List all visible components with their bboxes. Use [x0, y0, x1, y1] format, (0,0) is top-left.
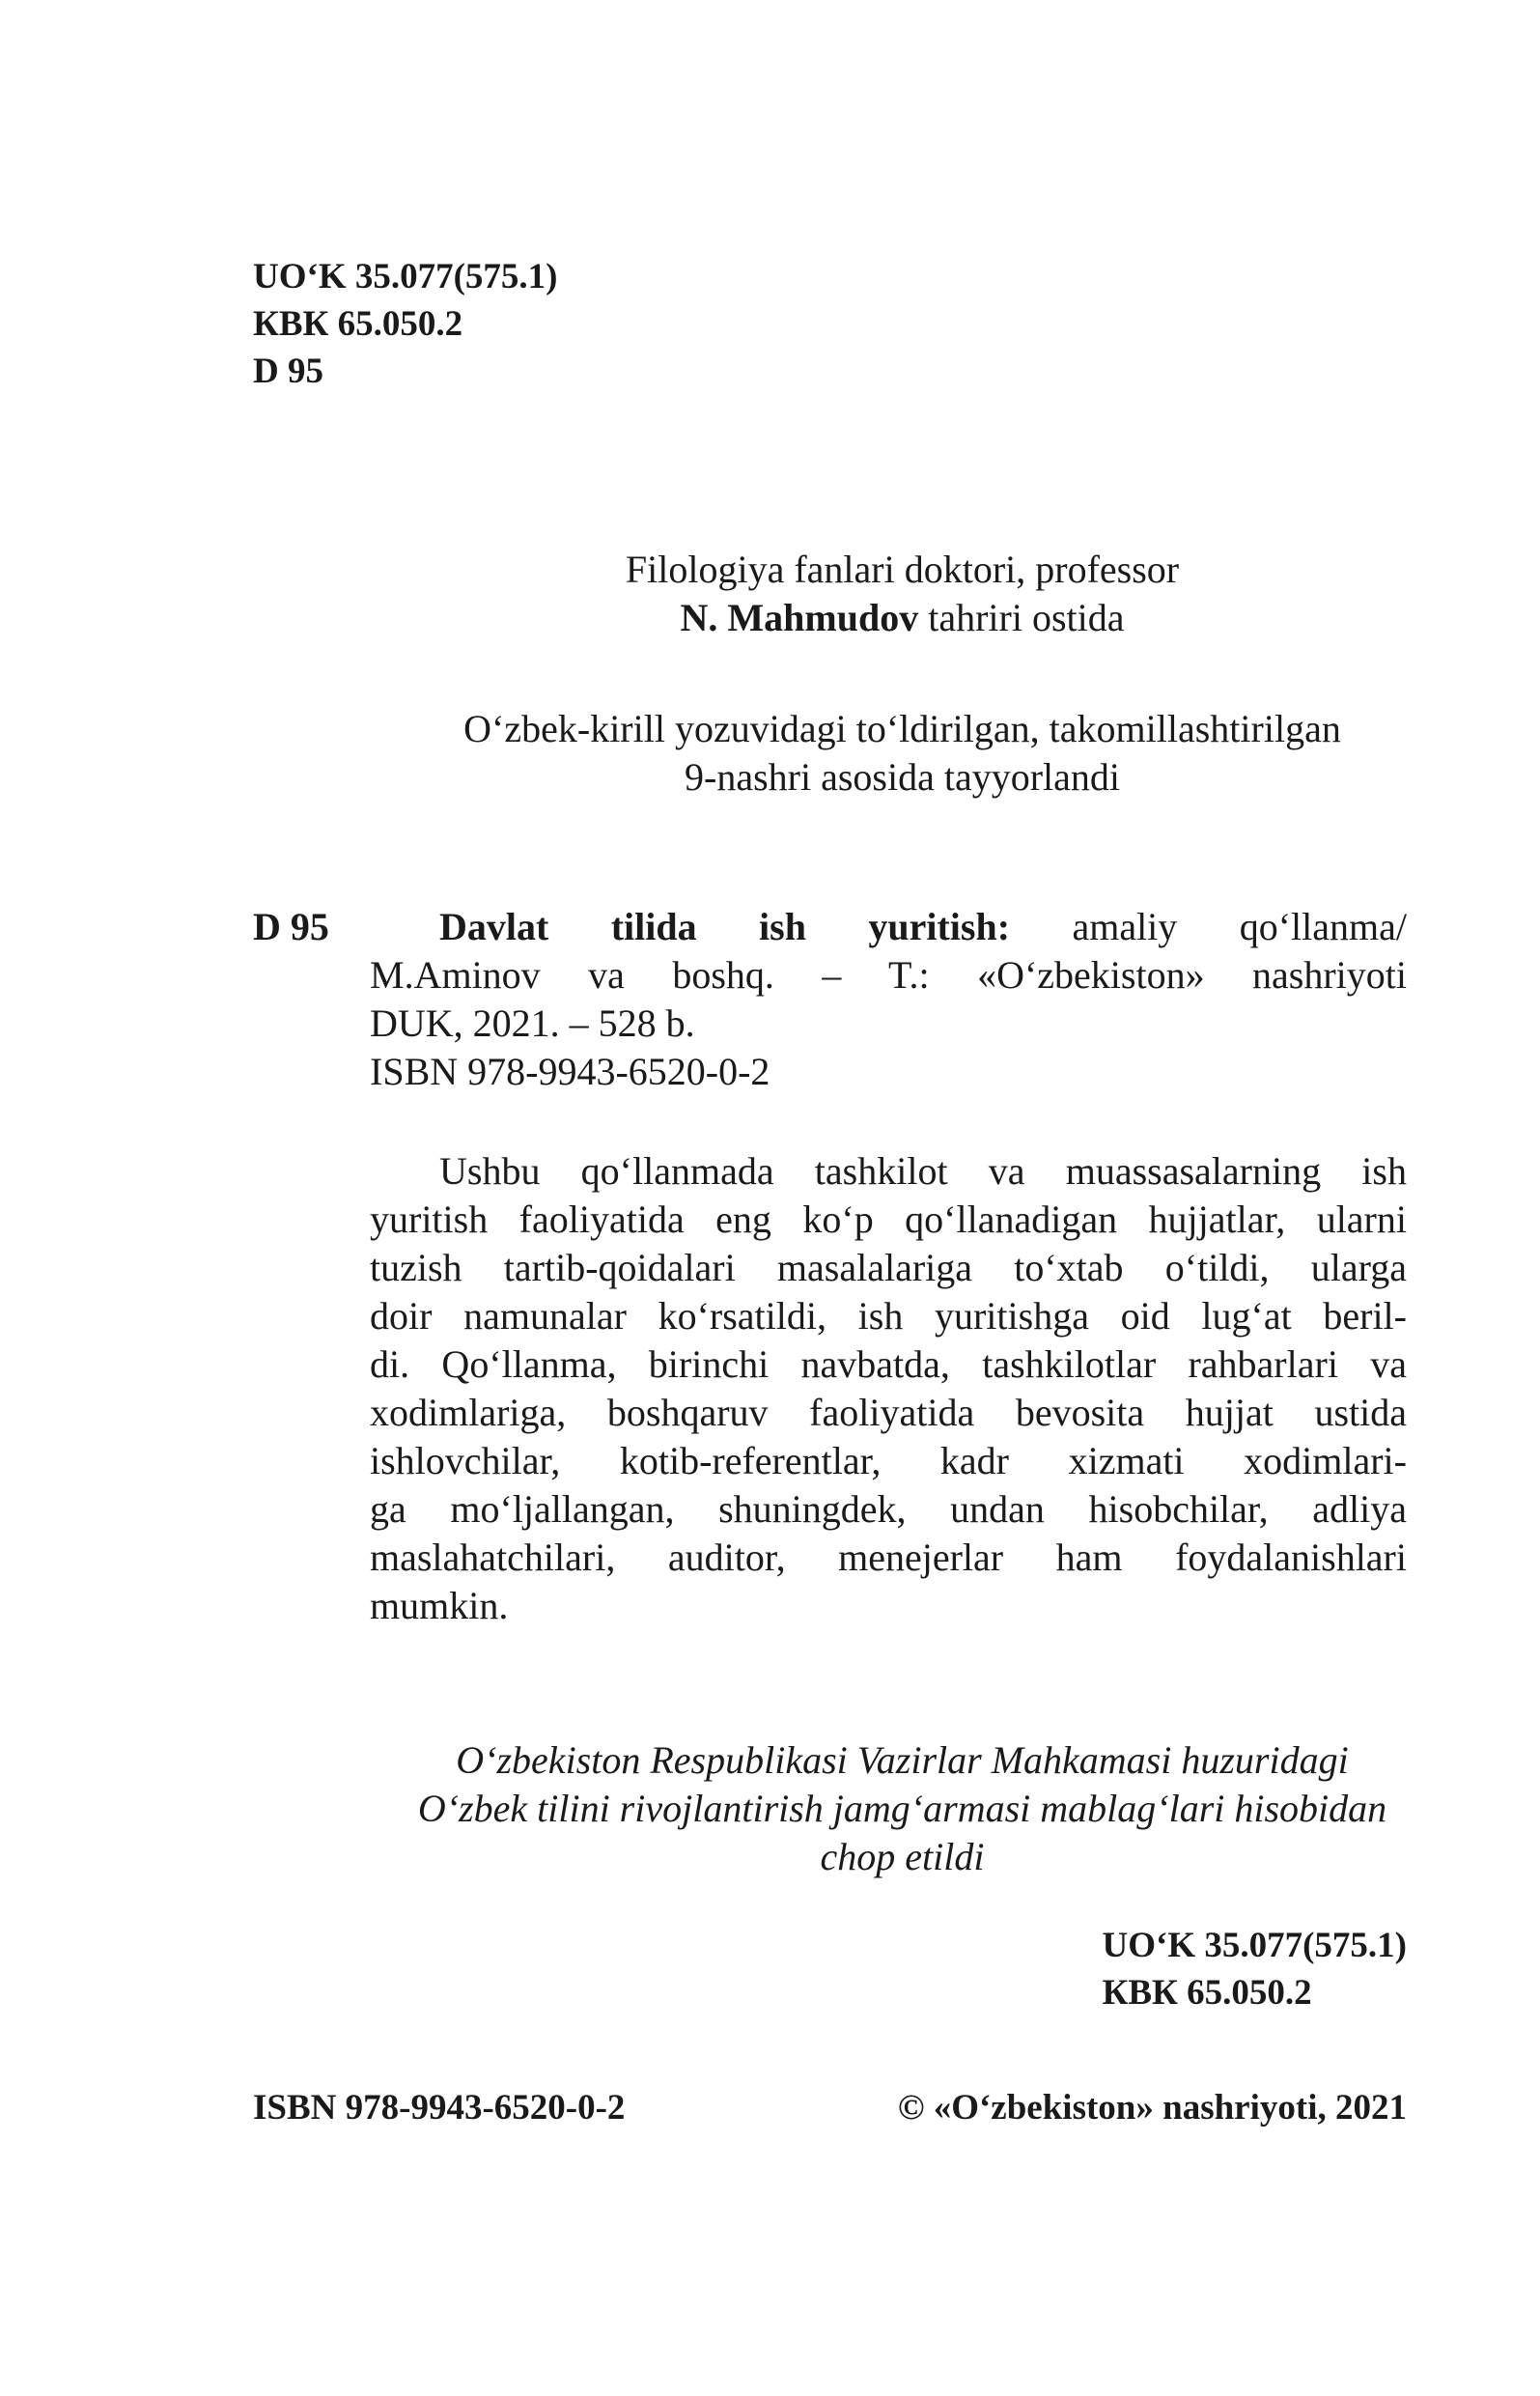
editor-note — [253, 546, 1407, 642]
source-edition-note — [253, 705, 1407, 802]
catalog-title-line — [370, 903, 1407, 951]
udc-code: UO‘K 35.077(575.1) — [253, 257, 558, 296]
source-line-2: 9-nashri asosida tayyorlandi — [685, 755, 1120, 799]
footer-isbn: ISBN 978-9943-6520-0-2 — [253, 2088, 626, 2128]
bottom-udc-code: UO‘K 35.077(575.1) — [1102, 1926, 1407, 1965]
source-line-1: O‘zbek-kirill yozuvidagi to‘ldirilgan, takomillashtirilgan — [463, 707, 1341, 750]
bottom-bbk-code: КВК 65.050.2 — [1102, 1973, 1312, 2013]
abstract-line: maslahatchilari, auditor, menejerlar ham foydalanishlari — [370, 1536, 1407, 1579]
bbk-code: КВК 65.050.2 — [253, 304, 463, 344]
author-mark: D 95 — [253, 352, 323, 391]
abstract-line: ishlovchilar, kotib-referentlar, kadr xizmati xodimlari- — [370, 1439, 1407, 1482]
editor-credentials: Filologiya fanlari doktori, professor — [625, 548, 1180, 591]
sponsor-line-3: chop etildi — [820, 1835, 985, 1878]
catalog-isbn: ISBN 978-9943-6520-0-2 — [370, 1050, 770, 1093]
classification-codes — [253, 253, 558, 395]
catalog-code: D 95 — [253, 905, 329, 948]
abstract-line: Ushbu qo‘llanmada tashkilot va muassasalarning ish — [439, 1149, 1407, 1193]
editor-name: N. Mahmudov — [680, 596, 919, 639]
catalog-publisher-line: M.Aminov va boshq. – T.: «O‘zbekiston» nashriyoti — [370, 953, 1407, 997]
abstract-line: tuzish tartib-qoidalari masalalariga to‘xtab o‘tildi, ularga — [370, 1246, 1407, 1289]
sponsor-note — [253, 1736, 1407, 1881]
sponsor-line-1: O‘zbekiston Respublikasi Vazirlar Mahkamasi huzuridagi — [456, 1738, 1349, 1782]
editor-suffix: tahriri ostida — [918, 596, 1125, 639]
abstract-line: xodimlariga, boshqaruv faoliyatida bevosita hujjat ustida — [370, 1391, 1407, 1434]
catalog-entry — [370, 903, 1407, 1096]
bottom-classification-codes — [1103, 1922, 1408, 2016]
abstract-line: doir namunalar ko‘rsatildi, ish yuritishga oid lug‘at beril- — [370, 1294, 1407, 1338]
abstract-last-line: mumkin. — [370, 1584, 509, 1627]
abstract-line: ga mo‘ljallangan, shuningdek, undan hisobchilar, adliya — [370, 1487, 1407, 1531]
editor-line — [398, 594, 1407, 642]
abstract-line: yuritish faoliyatida eng ko‘p qo‘llanadigan hujjatlar, ularni — [370, 1198, 1407, 1241]
abstract — [370, 1147, 1407, 1630]
book-title: Davlat tilida ish yuritish: — [439, 905, 1011, 948]
abstract-line: di. Qo‘llanma, birinchi navbatda, tashkilotlar rahbarlari va — [370, 1342, 1407, 1386]
sponsor-line-2: O‘zbek tilini rivojlantirish jamg‘armasi mablag‘lari hisobidan — [417, 1787, 1387, 1830]
footer-copyright: © «O‘zbekiston» nashriyoti, 2021 — [897, 2088, 1407, 2128]
catalog-year-line: DUK, 2021. – 528 b. — [370, 1001, 695, 1045]
book-subtitle: amaliy qo‘llanma/ — [1010, 905, 1407, 948]
